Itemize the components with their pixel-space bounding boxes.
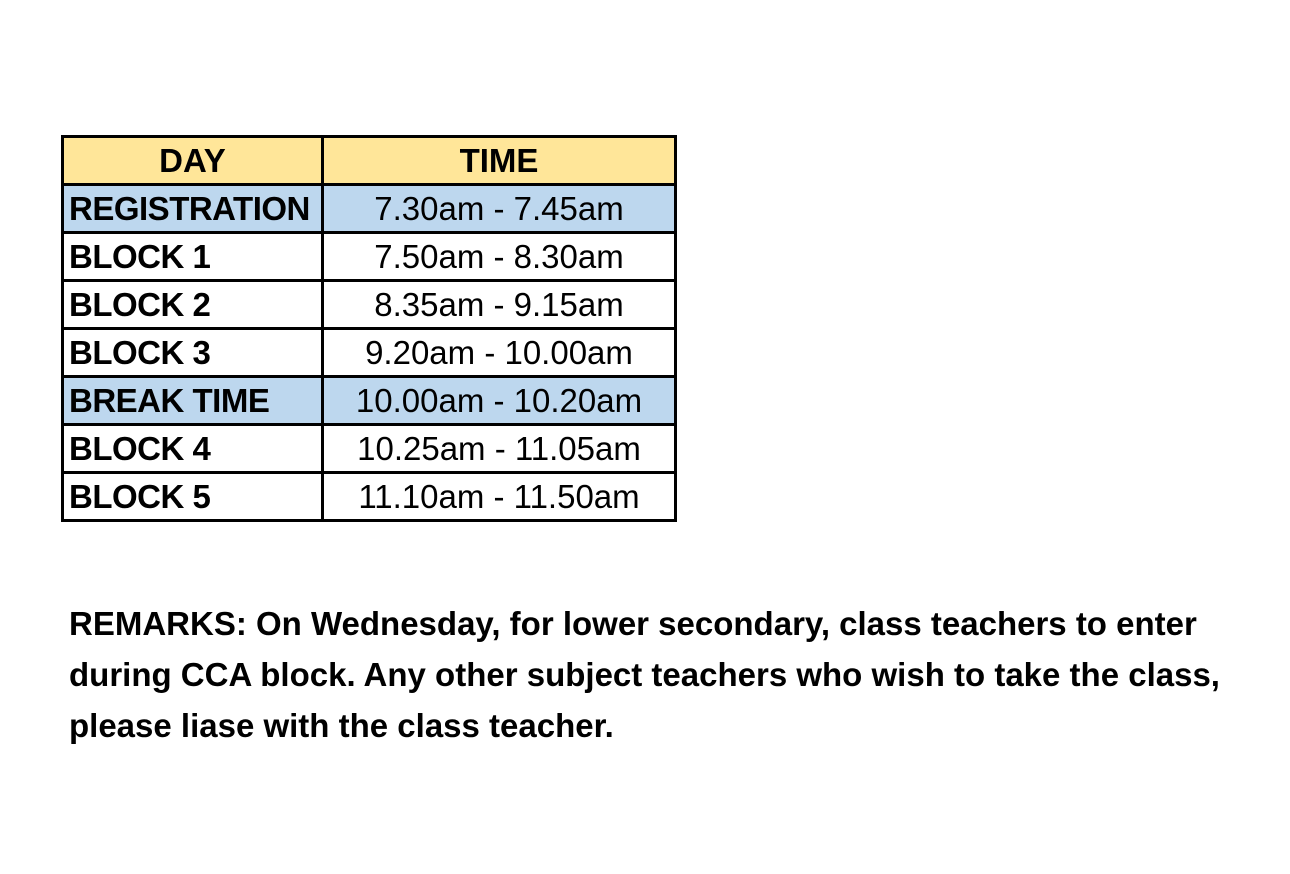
time-cell: 10.25am - 11.05am [323, 425, 676, 473]
day-cell: BLOCK 3 [63, 329, 323, 377]
time-cell: 7.50am - 8.30am [323, 233, 676, 281]
table-row-block-4 [63, 425, 676, 473]
time-cell: 11.10am - 11.50am [323, 473, 676, 521]
day-cell: REGISTRATION [63, 185, 323, 233]
time-column-header: TIME [323, 137, 676, 185]
table-row-block-1 [63, 233, 676, 281]
table-row-registration [63, 185, 676, 233]
table-row-block-3 [63, 329, 676, 377]
day-cell: BLOCK 1 [63, 233, 323, 281]
time-cell: 10.00am - 10.20am [323, 377, 676, 425]
table-row-block-5 [63, 473, 676, 521]
table-row-break-time [63, 377, 676, 425]
day-cell: BLOCK 2 [63, 281, 323, 329]
table-header-row [63, 137, 676, 185]
schedule-table [61, 135, 677, 522]
table-row-block-2 [63, 281, 676, 329]
day-cell: BLOCK 5 [63, 473, 323, 521]
time-cell: 8.35am - 9.15am [323, 281, 676, 329]
remarks-text: REMARKS: On Wednesday, for lower secondary, class teachers to enter during CCA block. Any other subject teachers who wish to take the class, please liase with the class teacher. [69, 605, 1220, 744]
day-column-header: DAY [63, 137, 323, 185]
day-cell: BREAK TIME [63, 377, 323, 425]
time-cell: 7.30am - 7.45am [323, 185, 676, 233]
day-cell: BLOCK 4 [63, 425, 323, 473]
time-cell: 9.20am - 10.00am [323, 329, 676, 377]
